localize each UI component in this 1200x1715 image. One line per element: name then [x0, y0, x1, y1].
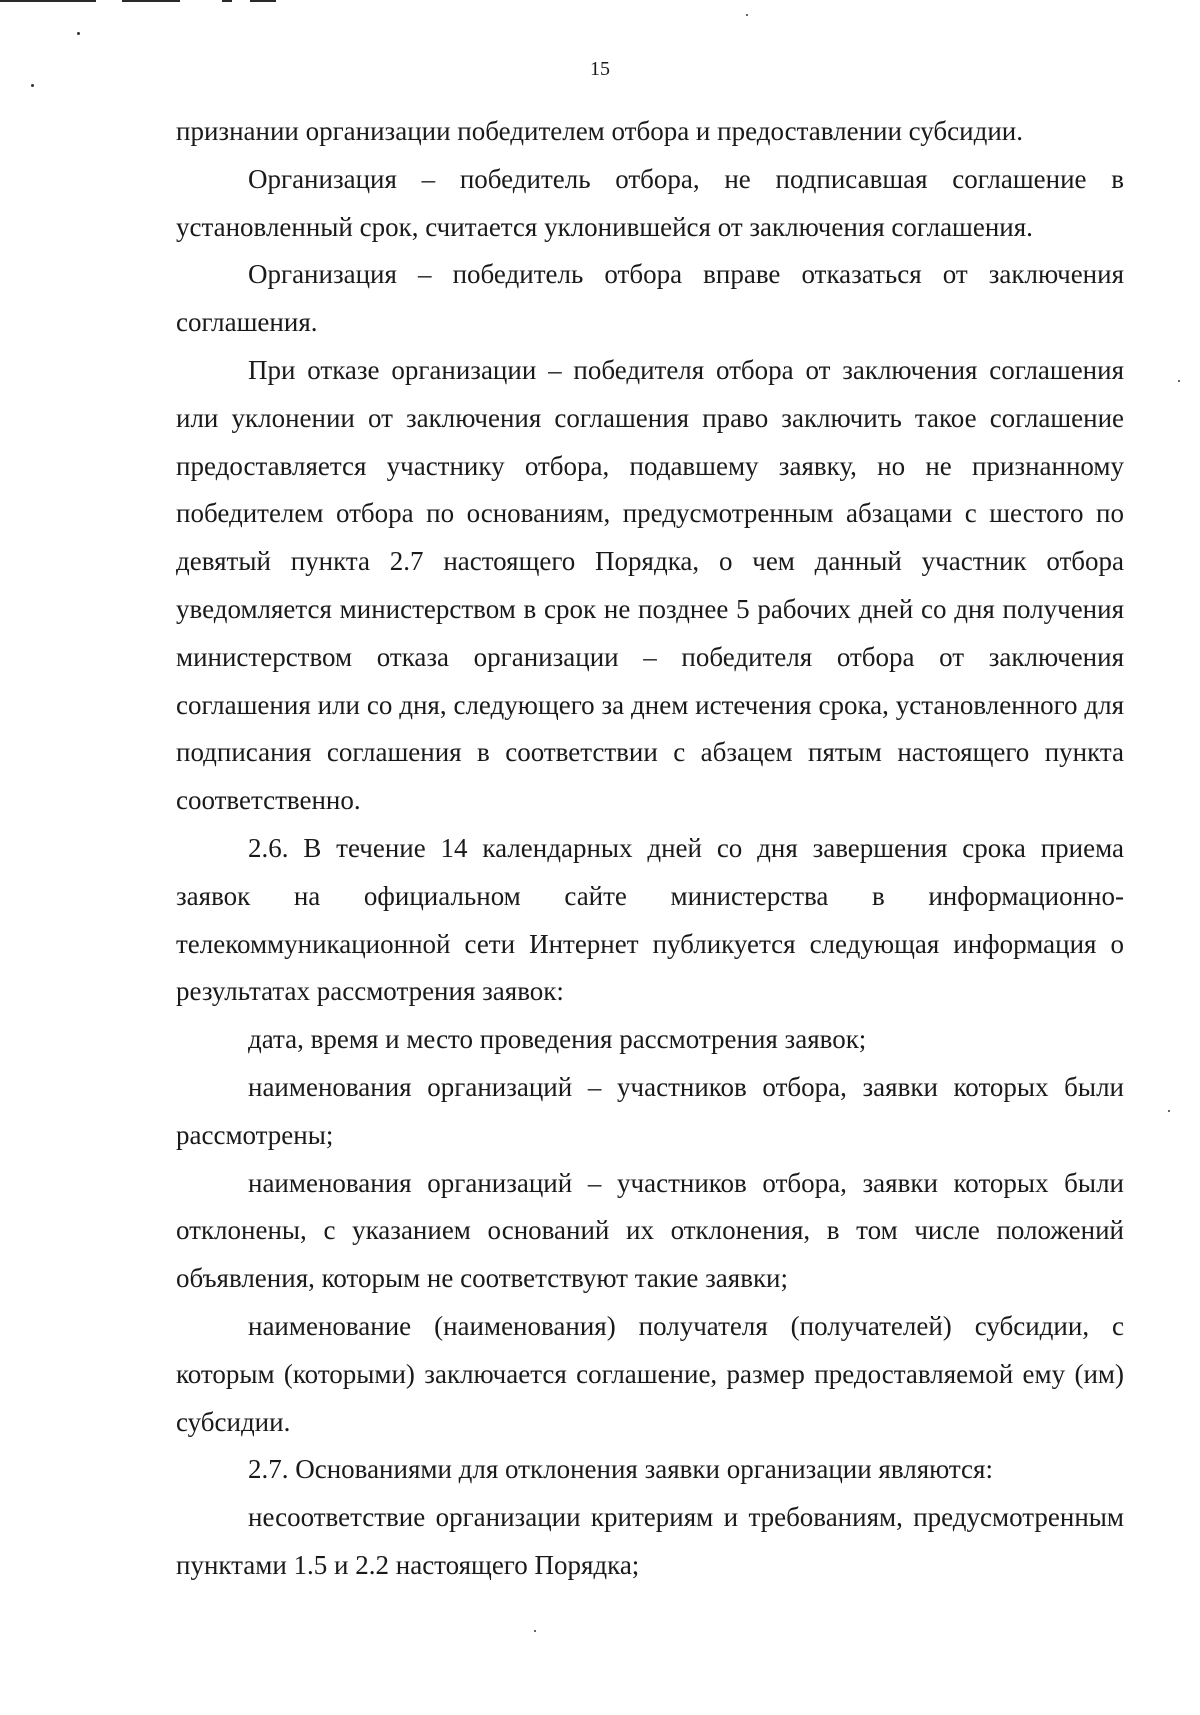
document-body	[176, 108, 1124, 1590]
paragraph: Организация – победитель отбора, не подписавшая соглашение в установленный срок, считается уклонившейся от заключения соглашения.	[176, 163, 1124, 242]
paragraph: 2.7. Основаниями для отклонения заявки организации являются:	[248, 1454, 993, 1485]
paragraph: признании организации победителем отбора и предоставлении субсидии.	[176, 116, 1023, 146]
paragraph: наименования организаций – участников отбора, заявки которых были отклонены, с указанием оснований их отклонения, в том числе положений объявления, которым не соответствуют такие заявки;	[176, 1167, 1124, 1294]
scan-speck	[1168, 1110, 1170, 1112]
paragraph: дата, время и место проведения рассмотрения заявок;	[248, 1024, 867, 1055]
scan-speck	[1178, 380, 1180, 382]
paragraph: Организация – победитель отбора вправе отказаться от заключения соглашения.	[176, 259, 1124, 338]
scan-artifact-line	[222, 0, 232, 2]
paragraph: При отказе организации – победителя отбора от заключения соглашения или уклонении от заключения соглашения право заключить такое соглашение предоставляется участнику отбора, подавшему заявку, но не признанному победителем отбора по основаниям, предусмотренным абзацами с шестого по девятый пункта 2.7 настоящего Порядка, о чем данный участник отбора уведомляется министерством в срок не позднее 5 рабочих дней со дня получения министерством отказа организации – победителя отбора от заключения соглашения или со дня, следующего за днем истечения срока, установленного для подписания соглашения в соответствии с абзацем пятым настоящего пункта соответственно.	[176, 354, 1124, 816]
paragraph: наименования организаций – участников отбора, заявки которых были рассмотрены;	[176, 1071, 1124, 1150]
scan-speck	[534, 1630, 536, 1632]
paragraph: 2.6. В течение 14 календарных дней со дня завершения срока приема заявок на официальном сайте министерства в информационно-телекоммуникационной сети Интернет публикуется следующая информация о результатах рассмотрения заявок:	[176, 832, 1124, 1007]
scan-speck	[31, 84, 34, 87]
paragraph: несоответствие организации критериям и требованиям, предусмотренным пунктами 1.5 и 2.2 настоящего Порядка;	[176, 1502, 1124, 1580]
page-number: 15	[590, 58, 610, 80]
scan-speck	[77, 32, 80, 35]
scan-artifact-line	[250, 0, 276, 2]
scan-speck	[746, 14, 748, 16]
paragraph: наименование (наименования) получателя (получателей) субсидии, с которым (которыми) заключается соглашение, размер предоставляемой ему (им) субсидии.	[176, 1310, 1124, 1437]
scan-artifact-line	[0, 0, 96, 2]
scan-artifact-line	[122, 0, 180, 2]
